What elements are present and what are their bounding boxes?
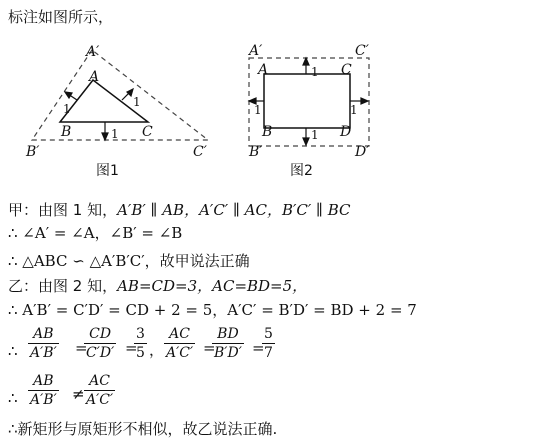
fig2-label-D: D xyxy=(340,124,352,140)
therefore-symbol-2: ∴ xyxy=(8,389,18,407)
line3-prefix: ∴ △ABC ∽ △A′B′C′ xyxy=(8,252,145,270)
fig1-label-A-prime: A′ xyxy=(86,44,100,60)
inner-rectangle xyxy=(264,74,350,128)
therefore-symbol-1: ∴ xyxy=(8,342,18,360)
not-equal: ≠ xyxy=(72,385,85,403)
solution-line-4 xyxy=(8,277,307,295)
fig1-label-C: C xyxy=(142,124,153,140)
fig2-label-B-prime: B′ xyxy=(249,144,263,160)
line3-suffix: ，故甲说法正确 xyxy=(144,252,250,270)
solution-line-5: ∴ A′B′ = C′D′ = CD + 2 = 5，A′C′ = B′D′ = BD + 2 = 7 xyxy=(8,301,417,319)
fig2-dist-top: 1 xyxy=(311,65,319,79)
fig2-dist-left: 1 xyxy=(254,103,262,117)
fraction-CD-over-CpDp: $\frac{CD}{C'D'}$ xyxy=(86,326,115,361)
solution-line-2: ∴ ∠A′ = ∠A，∠B′ = ∠B xyxy=(8,224,183,242)
fig2-caption: 图2 xyxy=(290,163,313,179)
fig1-dist-left: 1 xyxy=(63,102,71,116)
fig2-dist-bottom: 1 xyxy=(311,128,319,142)
fig1-label-B: B xyxy=(61,124,72,140)
fig1-caption: 图1 xyxy=(96,163,119,179)
fig2-label-C: C xyxy=(341,62,352,78)
intro-text: 标注如图所示， xyxy=(8,8,114,26)
equals-2: = xyxy=(125,339,138,357)
fig1-dist-bottom: 1 xyxy=(111,127,119,141)
solution-line-3 xyxy=(8,252,250,270)
fig2-dist-right: 1 xyxy=(350,103,358,117)
equals-1: = xyxy=(75,339,88,357)
fig1-dist-right: 1 xyxy=(133,95,141,109)
fig2-label-A-prime: A′ xyxy=(249,43,263,59)
fig2-label-B: B xyxy=(262,124,273,140)
fig2-label-C-prime: C′ xyxy=(355,43,369,59)
fig1-label-B-prime: B′ xyxy=(26,144,40,160)
fraction-AB-over-ApBp-2: $\frac{AB}{A'B'}$ xyxy=(30,373,57,408)
fig2-label-D-prime: D′ xyxy=(355,144,370,160)
line4-prefix: 乙：由图 2 知， xyxy=(8,277,118,295)
equals-4: = xyxy=(252,339,265,357)
fig2-label-A: A xyxy=(258,62,269,78)
solution-line-1 xyxy=(8,201,351,219)
fraction-AB-over-ApBp: $\frac{AB}{A'B'}$ xyxy=(30,326,57,361)
distance-arrows xyxy=(65,89,133,140)
line4-math: AB=CD=3，AC=BD=5， xyxy=(117,277,308,295)
fig1-label-A: A xyxy=(89,69,100,85)
equals-3: = xyxy=(203,339,216,357)
comma: ， xyxy=(149,341,165,359)
outer-triangle xyxy=(32,50,208,140)
fraction-3-over-5: $\frac{3}{5}$ xyxy=(136,326,145,361)
fraction-BD-over-BpDp: $\frac{BD}{B'D'}$ xyxy=(214,326,242,361)
line1-prefix: 甲：由图 1 知， xyxy=(8,201,118,219)
fig1-label-C-prime: C′ xyxy=(193,144,207,160)
fraction-AC-over-ApCp-2: $\frac{AC}{A'C'}$ xyxy=(86,373,114,408)
fraction-AC-over-ApCp: $\frac{AC}{A'C'}$ xyxy=(166,326,194,361)
fraction-5-over-7: $\frac{5}{7}$ xyxy=(264,326,273,361)
final-conclusion: ∴新矩形与原矩形不相似，故乙说法正确. xyxy=(8,420,278,438)
line1-math: A′B′ ∥ AB，A′C′ ∥ AC，B′C′ ∥ BC xyxy=(117,201,351,219)
